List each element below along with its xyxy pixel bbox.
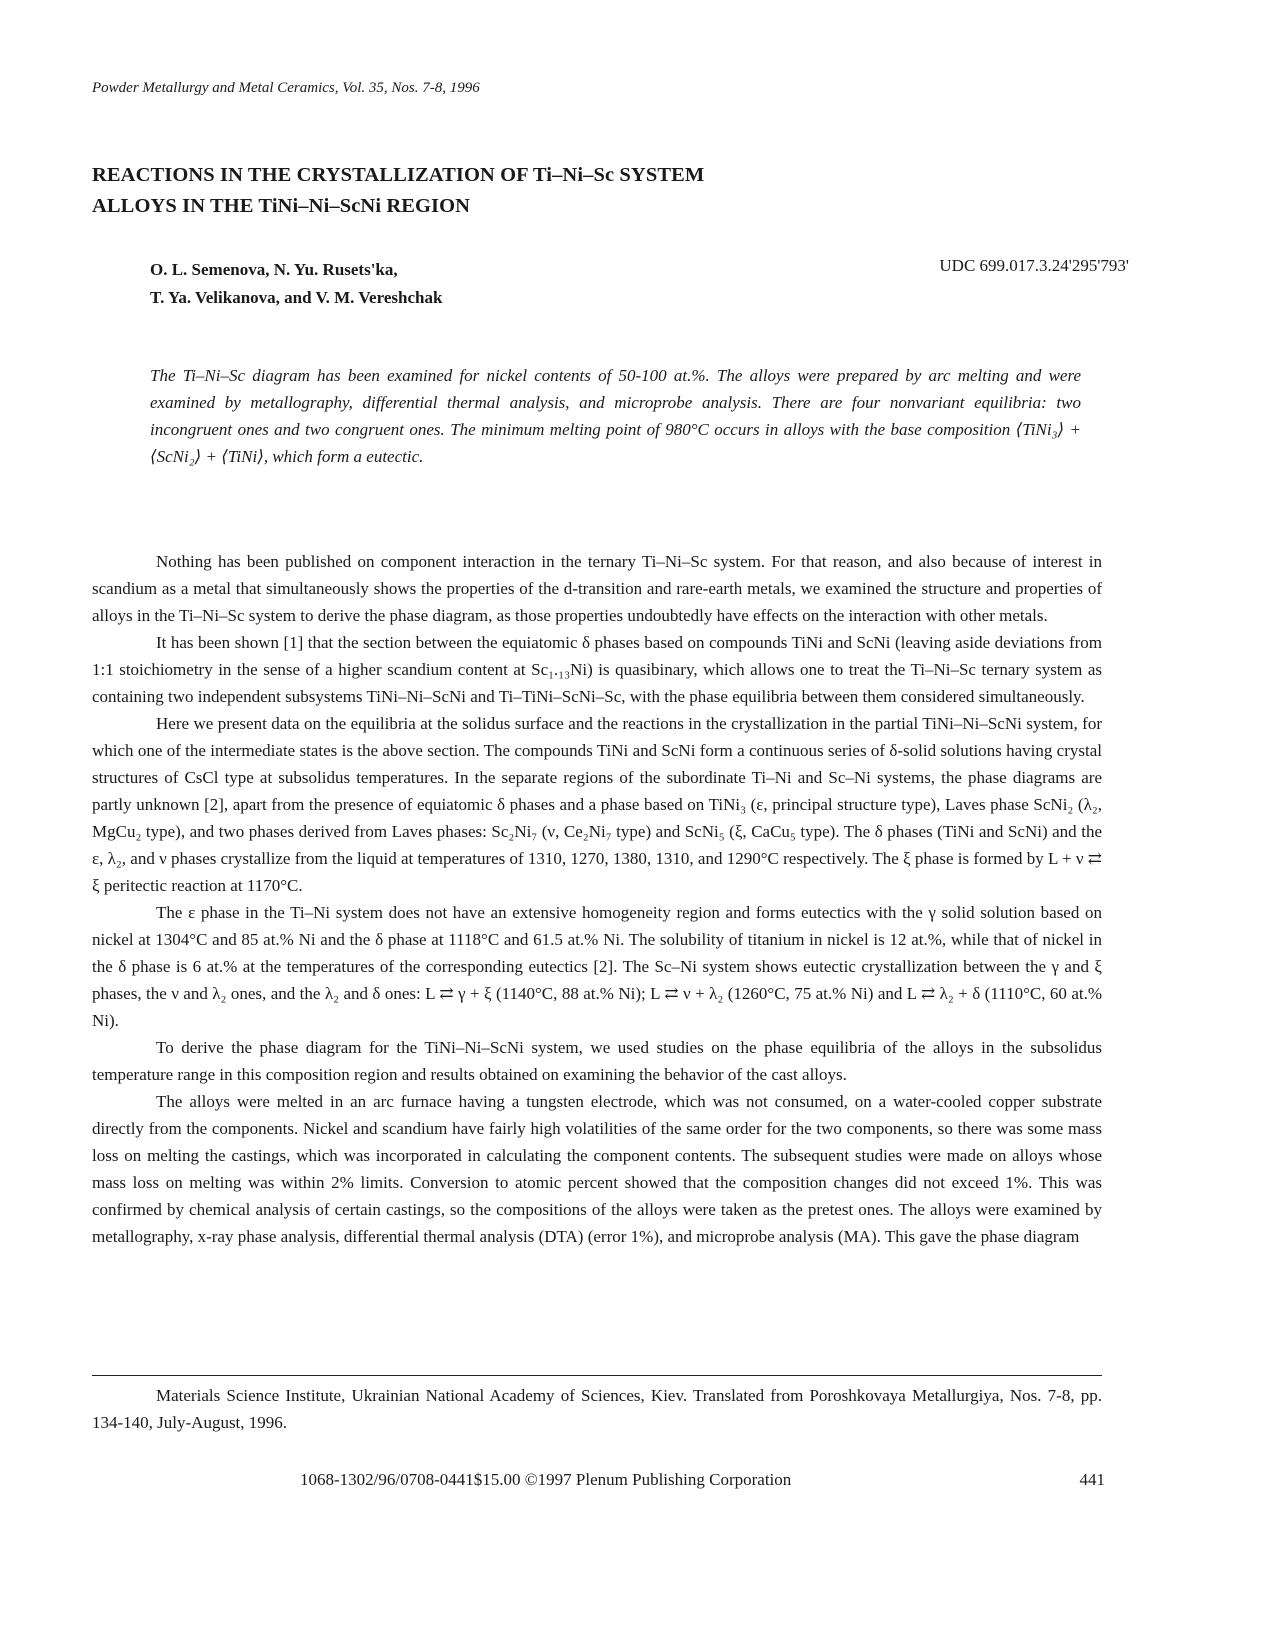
title-line-2: ALLOYS IN THE TiNi–Ni–ScNi REGION — [92, 195, 471, 217]
paragraph: The alloys were melted in an arc furnace having a tungsten electrode, which was not consumed, on a water-cooled copper substrate directly from the components. Nickel and scandium have fairly high volatilities of the same order for the two components, so there was some mass loss on melting the castings, which was incorporated in calculating the component contents. The subsequent studies were made on alloys whose mass loss on melting was within 2% limits. Conversion to atomic percent showed that the composition changes did not exceed 1%. This was confirmed by chemical analysis of certain castings, so the compositions of the alloys were taken as the pretest ones. The alloys were examined by metallography, x-ray phase analysis, differential thermal analysis (DTA) (error 1%), and microprobe analysis (MA). This gave the phase diagram — [92, 1092, 1102, 1246]
authors-line-2: T. Ya. Velikanova, and V. M. Vereshchak — [150, 288, 443, 307]
copyright-line: 1068-1302/96/0708-0441$15.00 ©1997 Plenum Publishing Corporation — [300, 1470, 792, 1489]
paper-title — [92, 160, 704, 222]
paragraph: Here we present data on the equilibria at the solidus surface and the reactions in the crystallization in the partial TiNi–Ni–ScNi system, for which one of the intermediate states is the above section. The compounds TiNi and ScNi form a continuous series of δ-solid solutions having crystal structures of CsCl type at subsolidus temperatures. In the separate regions of the subordinate Ti–Ni and Sc–Ni systems, the phase diagrams are partly unknown [2], apart from the presence of equiatomic δ phases and a phase based on TiNi₃ (ε, principal structure type), Laves phase ScNi₂ (λ₂, MgCu₂ type), and two phases derived from Laves phases: Sc₂Ni₇ (ν, Ce₂Ni₇ type) and ScNi₅ (ξ, CaCu₅ type). The δ phases (TiNi and ScNi) and the ε, λ₂, and ν phases crystallize from the liquid at temperatures of 1310, 1270, 1380, 1310, and 1290°C respectively. The ξ phase is formed by L + ν ⇄ ξ peritectic reaction at 1170°C. — [92, 714, 1102, 895]
abstract: The Ti–Ni–Sc diagram has been examined for nickel contents of 50-100 at.%. The alloys were prepared by arc melting and were examined by metallography, differential thermal analysis, and microprobe analysis. There are four nonvariant equilibria: two incongruent ones and two congruent ones. The minimum melting point of 980°C occurs in alloys with the base composition ⟨TiNi₃⟩ + ⟨ScNi₂⟩ + ⟨TiNi⟩, which form a eutectic. — [150, 366, 1081, 466]
paragraph: To derive the phase diagram for the TiNi–Ni–ScNi system, we used studies on the phase equilibria of the alloys in the subsolidus temperature range in this composition region and results obtained on examining the behavior of the cast alloys. — [92, 1038, 1102, 1084]
author-list — [150, 256, 442, 312]
paragraph: Nothing has been published on component interaction in the ternary Ti–Ni–Sc system. For that reason, and also because of interest in scandium as a metal that simultaneously shows the properties of the d-transition and rare-earth metals, we examined the structure and properties of alloys in the Ti–Ni–Sc system to derive the phase diagram, as those properties undoubtedly have effects on the interaction with other metals. — [92, 552, 1102, 625]
affiliation-footnote: Materials Science Institute, Ukrainian National Academy of Sciences, Kiev. Translated from Poroshkovaya Metallurgiya, Nos. 7-8, pp. 134-140, July-August, 1996. — [92, 1386, 1102, 1432]
paragraph: The ε phase in the Ti–Ni system does not have an extensive homogeneity region and forms eutectics with the γ solid solution based on nickel at 1304°C and 85 at.% Ni and the δ phase at 1118°C and 61.5 at.% Ni. The solubility of titanium in nickel is 12 at.%, while that of nickel in the δ phase is 6 at.% at the temperatures of the corresponding eutectics [2]. The Sc–Ni system shows eutectic crystallization between the γ and ξ phases, the ν and λ₂ ones, and the λ₂ and δ ones: L ⇄ γ + ξ (1140°C, 88 at.% Ni); L ⇄ ν + λ₂ (1260°C, 75 at.% Ni) and L ⇄ λ₂ + δ (1110°C, 60 at.% Ni). — [92, 903, 1102, 1030]
title-line-1: REACTIONS IN THE CRYSTALLIZATION OF Ti–Ni–Sc SYSTEM — [92, 164, 705, 186]
journal-citation: Powder Metallurgy and Metal Ceramics, Vol. 35, Nos. 7-8, 1996 — [92, 80, 480, 96]
paragraph: It has been shown [1] that the section between the equiatomic δ phases based on compounds TiNi and ScNi (leaving aside deviations from 1:1 stoichiometry in the sense of a higher scandium content at Sc₁.₁₃Ni) is quasibinary, which allows one to treat the Ti–Ni–Sc ternary system as containing two independent subsystems TiNi–Ni–ScNi and Ti–TiNi–ScNi–Sc, with the phase equilibria between them considered simultaneously. — [92, 633, 1102, 706]
body-text — [92, 548, 1102, 1250]
authors-line-1: O. L. Semenova, N. Yu. Rusets'ka, — [150, 260, 398, 279]
udc-code: UDC 699.017.3.24'295'793' — [939, 256, 1129, 275]
footnote-divider — [92, 1375, 1102, 1376]
page-number: 441 — [1079, 1470, 1105, 1489]
